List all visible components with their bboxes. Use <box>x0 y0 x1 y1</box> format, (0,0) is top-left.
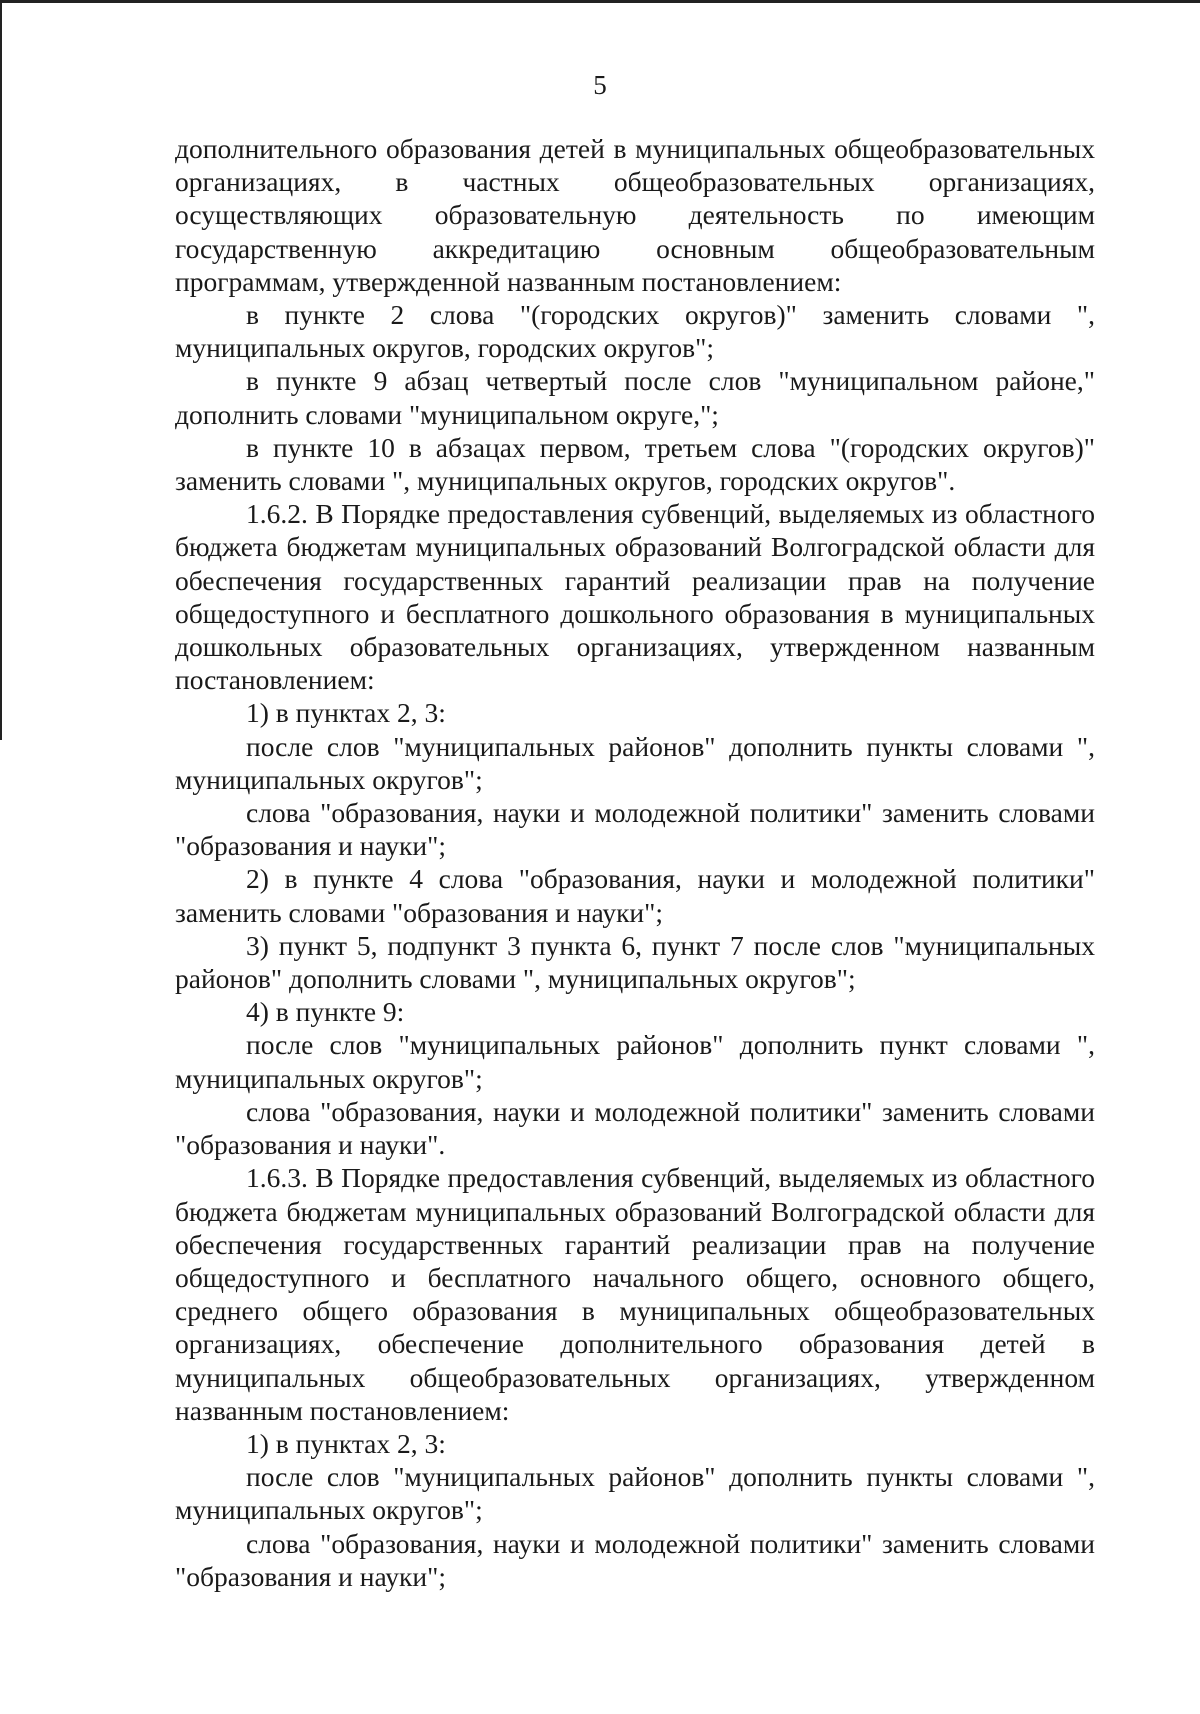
document-body <box>175 132 1095 1593</box>
scan-left-edge <box>0 0 2 740</box>
paragraph: 1.6.3. В Порядке предоставления субвенций, выделяемых из областного бюджета бюджетам муниципальных образований Волгоградской области для обеспечения государственных гарантий реализации прав на получение общедоступного и бесплатного начального общего, основного общего, среднего общего образования в муниципальных общеобразовательных организациях, обеспечение дополнительного образования детей в муниципальных общеобразовательных организациях, утвержденном названным постановлением: <box>175 1162 1095 1426</box>
paragraph: в пункте 2 слова "(городских округов)" заменить словами ", муниципальных округов, городских округов"; <box>175 299 1095 364</box>
paragraph: в пункте 9 абзац четвертый после слов "муниципальном районе," дополнить словами "муниципальном округе,"; <box>175 365 1095 430</box>
paragraph: 1) в пунктах 2, 3: <box>246 697 446 729</box>
paragraph: дополнительного образования детей в муниципальных общеобразовательных организациях, в частных общеобразовательных организациях, осуществляющих образовательную деятельность по имеющим государственную аккредитацию основным общеобразовательным программам, утвержденной названным постановлением: <box>175 133 1095 297</box>
paragraph: слова "образования, науки и молодежной политики" заменить словами "образования и науки"; <box>175 797 1095 862</box>
paragraph: 1) в пунктах 2, 3: <box>246 1427 446 1459</box>
paragraph: слова "образования, науки и молодежной политики" заменить словами "образования и науки"; <box>175 1527 1095 1592</box>
scan-top-edge <box>0 0 1200 3</box>
paragraph: после слов "муниципальных районов" дополнить пункты словами ", муниципальных округов"; <box>175 1461 1095 1526</box>
page-number: 5 <box>593 70 607 100</box>
paragraph: слова "образования, науки и молодежной политики" заменить словами "образования и науки". <box>175 1095 1095 1161</box>
paragraph: в пункте 10 в абзацах первом, третьем слова "(городских округов)" заменить словами ", муниципальных округов, городских округов". <box>175 431 1095 497</box>
paragraph: после слов "муниципальных районов" дополнить пункты словами ", муниципальных округов"; <box>175 730 1095 795</box>
paragraph: 3) пункт 5, подпункт 3 пункта 6, пункт 7 после слов "муниципальных районов" дополнить словами ", муниципальных округов"; <box>175 929 1095 995</box>
paragraph: 2) в пункте 4 слова "образования, науки и молодежной политики" заменить словами "образования и науки"; <box>175 863 1095 928</box>
paragraph: после слов "муниципальных районов" дополнить пункт словами ", муниципальных округов"; <box>175 1029 1095 1094</box>
paragraph: 1.6.2. В Порядке предоставления субвенций, выделяемых из областного бюджета бюджетам муниципальных образований Волгоградской области для обеспечения государственных гарантий реализации прав на получение общедоступного и бесплатного дошкольного образования в муниципальных дошкольных образовательных организациях, утвержденном названным постановлением: <box>175 498 1095 696</box>
paragraph: 4) в пункте 9: <box>246 996 405 1028</box>
